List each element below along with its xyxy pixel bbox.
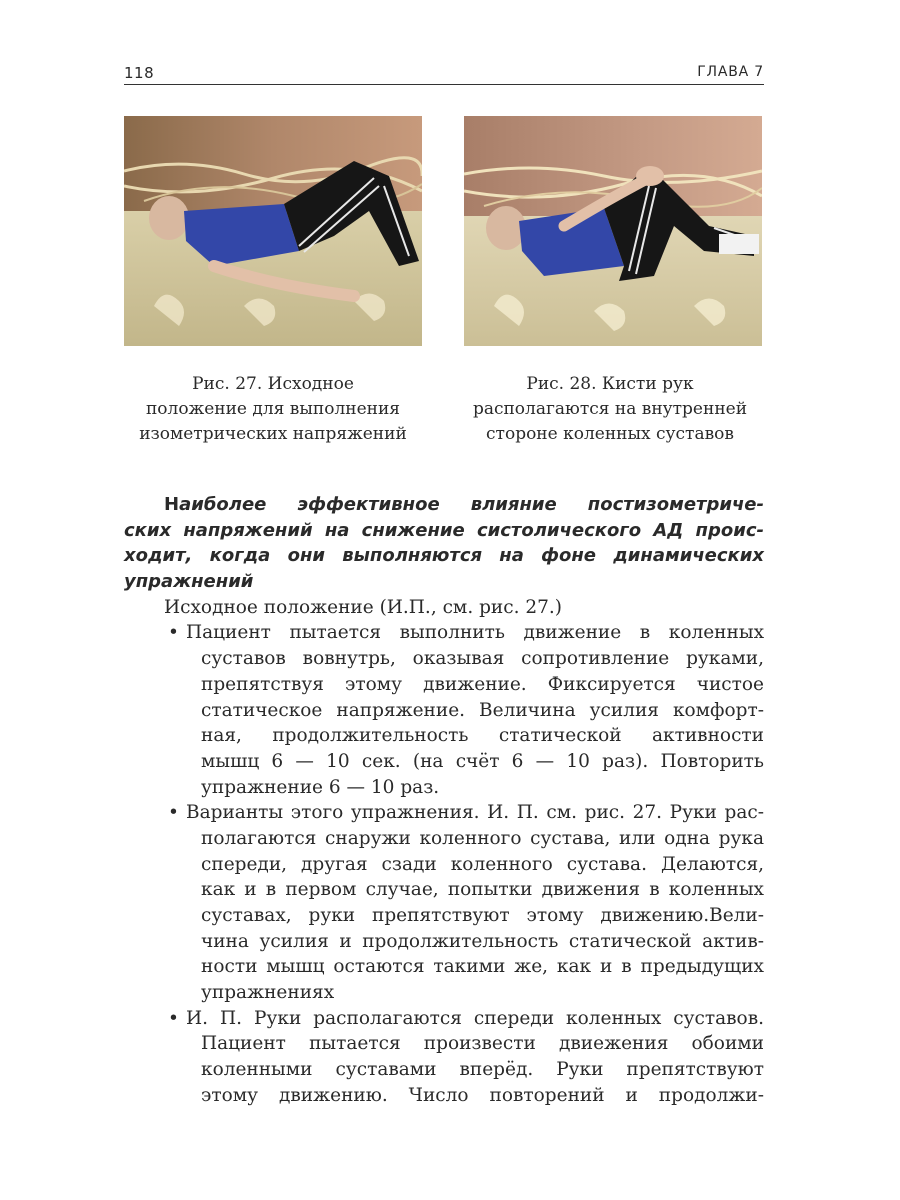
bullet-marker: • <box>168 802 179 824</box>
figure-27-photo <box>124 116 422 346</box>
caption-line: Рис. 27. Исходное <box>192 374 354 394</box>
list-item-line: полагаются снаружи коленного сустава, или одна рука <box>201 827 764 849</box>
figure-27-caption <box>118 372 428 447</box>
caption-line: стороне коленных суставов <box>486 424 734 444</box>
list-item-line: спереди, другая сзади коленного сустава. Делаются, <box>201 853 764 875</box>
list-item-line: коленными суставами вперёд. Руки препятствуют <box>201 1059 764 1081</box>
list-item-line: ности мышц остаются такими же, как и в предыдущих <box>201 956 764 978</box>
list-item-line: чина усилия и продолжительность статической актив- <box>201 930 764 952</box>
list-item-line: статическое напряжение. Величина усилия комфорт- <box>201 699 764 721</box>
heading-line: ходит, когда они выполняются на фоне динамических <box>124 545 764 567</box>
running-header <box>124 62 764 85</box>
figure-28-photo <box>464 116 762 346</box>
bullet-marker: • <box>168 1007 179 1029</box>
list-item-line: суставов вовнутрь, оказывая сопротивление руками, <box>201 648 764 670</box>
heading-line: упражнений <box>124 571 254 593</box>
list-item-line: как и в первом случае, попытки движения в коленных <box>201 879 764 901</box>
chapter-title: ГЛАВА 7 <box>697 64 764 80</box>
figure-28-caption <box>450 372 770 447</box>
body-text <box>124 492 764 1109</box>
caption-line: изометрических напряжений <box>139 424 407 444</box>
caption-line: располагаются на внутренней <box>472 399 748 419</box>
page-number: 118 <box>124 64 155 82</box>
list-item: • Варианты этого упражнения. И. П. см. рис. 27. Руки рас- <box>124 800 764 826</box>
heading-line: Наиболее эффективное влияние постизометриче- <box>164 494 764 515</box>
caption-line: положение для выполнения <box>145 399 401 419</box>
list-item-line: упражнениях <box>201 982 335 1004</box>
heading-line: ских напряжений на снижение систолического АД проис- <box>124 519 764 541</box>
list-item-line: Пациент пытается произвести двиежения обоими <box>201 1033 764 1055</box>
list-item-line: упражнение 6 — 10 раз. <box>201 776 440 798</box>
list-item-line: ная, продолжительность статической активности <box>201 725 764 747</box>
intro-line: Исходное положение (И.П., см. рис. 27.) <box>164 596 563 618</box>
bullet-marker: • <box>168 622 179 644</box>
list-item: • Пациент пытается выполнить движение в коленных <box>124 620 764 646</box>
caption-line: Рис. 28. Кисти рук <box>526 374 694 394</box>
list-item-line: мышц 6 — 10 сек. (на счёт 6 — 10 раз). Повторить <box>201 750 764 772</box>
list-item-line: суставах, руки препятствуют этому движению.Вели- <box>201 905 764 926</box>
list-item-line: препятствуя этому движение. Фиксируется чистое <box>201 673 764 695</box>
list-item-line: этому движению. Число повторений и продолжи- <box>201 1084 764 1106</box>
list-item: • И. П. Руки располагаются спереди коленных суставов. <box>124 1006 764 1032</box>
